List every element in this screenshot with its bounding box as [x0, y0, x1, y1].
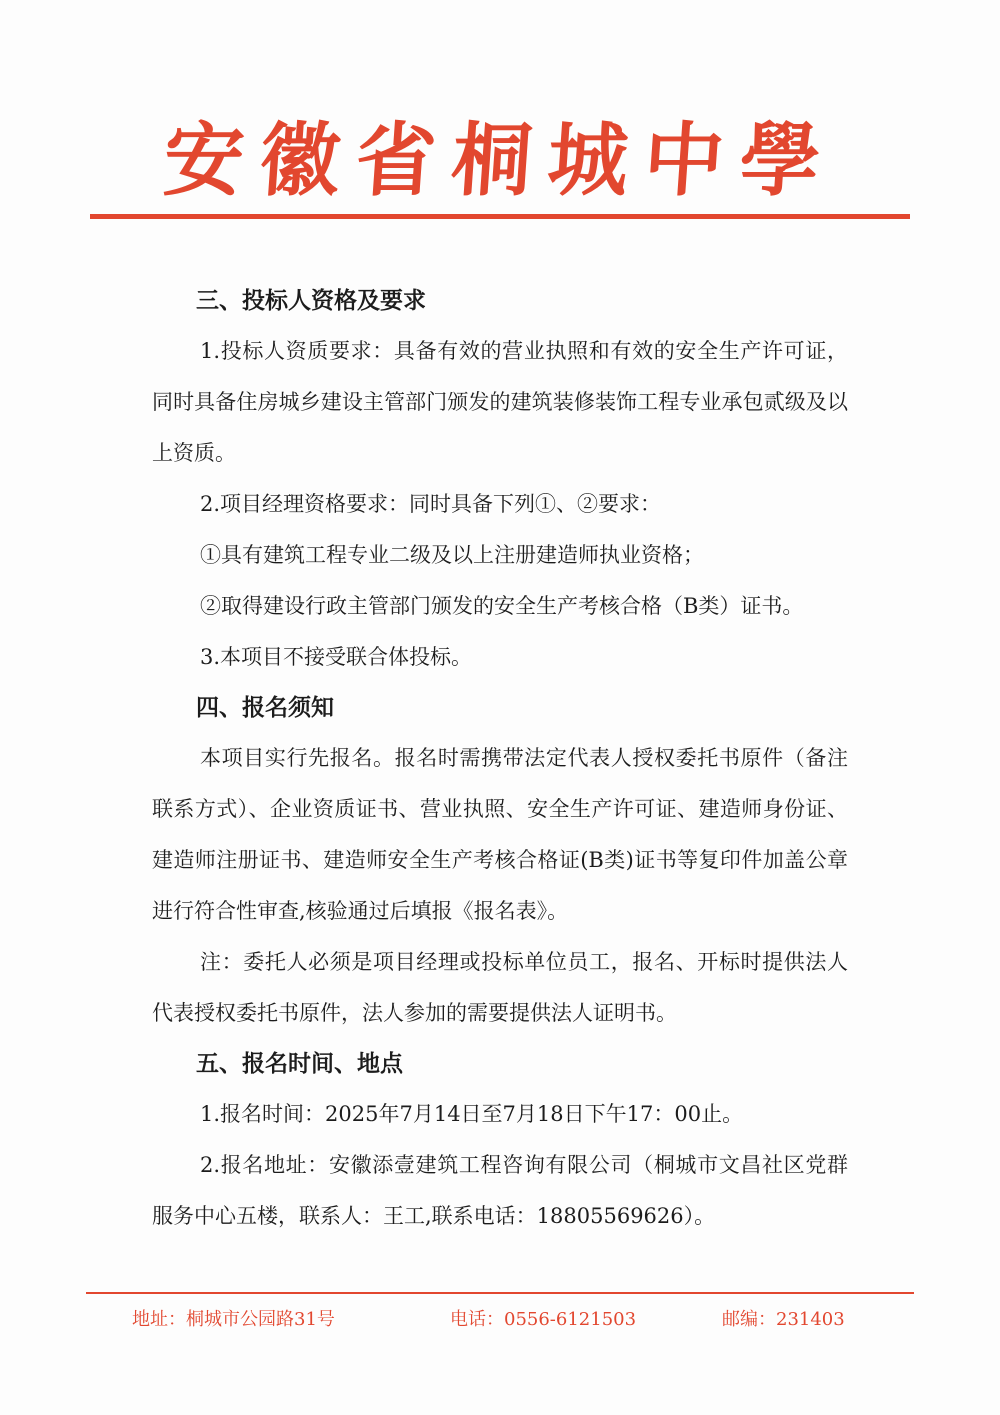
letterhead-footer — [0, 1305, 1000, 1335]
paragraph-requirement-1: ①具有建筑工程专业二级及以上注册建造师执业资格； — [200, 543, 704, 567]
footer-rule — [86, 1292, 914, 1294]
section-heading-registration-time-place: 五、报名时间、地点 — [196, 1050, 403, 1077]
paragraph-registration-address: 2.报名地址：安徽添壹建筑工程咨询有限公司（桐城市文昌社区党群服务中心五楼，联系人：王工,联系电话：18805569626）。 — [152, 1153, 848, 1228]
paragraph-registration-note: 注：委托人必须是项目经理或投标单位员工，报名、开标时提供法人代表授权委托书原件，法人参加的需要提供法人证明书。 — [152, 950, 848, 1025]
paragraph-manager-requirement: 2.项目经理资格要求：同时具备下列①、②要求： — [200, 492, 662, 516]
paragraph-requirement-2: ②取得建设行政主管部门颁发的安全生产考核合格（B类）证书。 — [200, 594, 804, 618]
header-rule — [90, 214, 910, 219]
section-heading-qualifications: 三、投标人资格及要求 — [196, 287, 426, 314]
paragraph-bidder-qualification: 1.投标人资质要求：具备有效的营业执照和有效的安全生产许可证，同时具备住房城乡建设主管部门颁发的建筑装修装饰工程专业承包贰级及以上资质。 — [152, 339, 848, 465]
paragraph-registration-documents: 本项目实行先报名。报名时需携带法定代表人授权委托书原件（备注联系方式）、企业资质证书、营业执照、安全生产许可证、建造师身份证、建造师注册证书、建造师安全生产考核合格证(B类)证书等复印件加盖公章进行符合性审查,核验通过后填报《报名表》。 — [152, 746, 848, 923]
letterhead-title: 安徽省桐城中學 — [160, 113, 840, 207]
footer-address: 地址：桐城市公园路31号 — [132, 1309, 335, 1330]
footer-postcode: 邮编：231403 — [722, 1309, 845, 1330]
paragraph-no-consortium: 3.本项目不接受联合体投标。 — [200, 645, 473, 669]
footer-phone: 电话：0556-6121503 — [450, 1309, 637, 1330]
paragraph-registration-time: 1.报名时间：2025年7月14日至7月18日下午17：00止。 — [200, 1102, 744, 1126]
document-body — [152, 276, 848, 1242]
section-heading-registration-notice: 四、报名须知 — [196, 694, 334, 721]
